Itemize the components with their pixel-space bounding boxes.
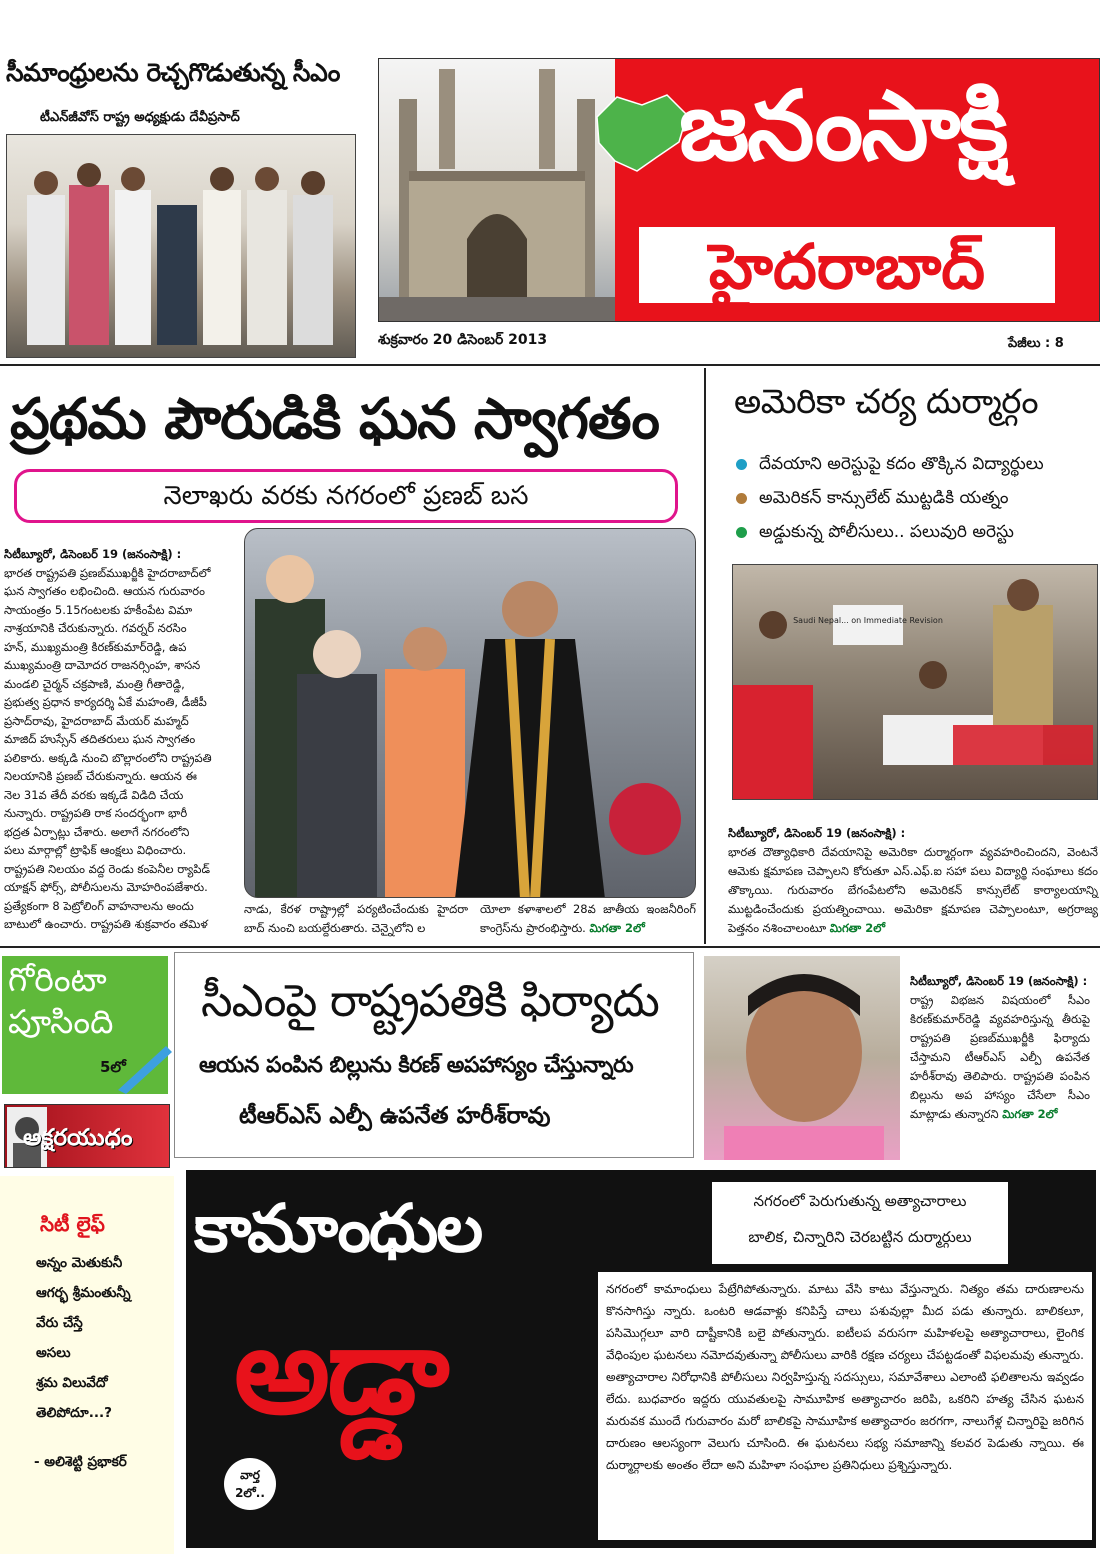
lead-body-line: భారత రాష్ట్రపతి ప్రణబ్‌ముఖర్జీకి హైదరాబాద్‌లో (4, 565, 211, 580)
lead-body (4, 564, 236, 934)
bullet-dot-icon (736, 527, 747, 538)
portrait-figure (704, 956, 900, 1160)
bottom-body-box (598, 1272, 1092, 1540)
complaint-headline-box (174, 952, 694, 1158)
bottom-headline-2: అడ్డా (234, 1302, 447, 1441)
america-bullets (736, 454, 1096, 556)
brand-name: జనంసాక్షి (679, 70, 1007, 182)
divider (0, 946, 1100, 948)
bullet-dot-icon (736, 493, 747, 504)
top-left-headline: సీమాంధ్రులను రెచ్చగొడుతున్న సీఎం (6, 58, 340, 87)
edition-name: హైదరాబాద్‌ (708, 230, 986, 303)
photo-placard: Saudi Nepal... on Immediate Revision (793, 616, 943, 625)
bullet-item (736, 522, 1096, 556)
lead-subhead: నెలాఖరు వరకు నగరంలో ప్రణబ్‌ బస (163, 481, 529, 511)
protest-photo (732, 564, 1098, 800)
poem-line: శ్రమ విలువేదో (36, 1375, 108, 1391)
charminar-icon (379, 59, 615, 321)
america-dateline: సిటీబ్యూరో, డిసెంబర్‌ 19 (జనంసాక్షి) : (728, 826, 906, 840)
aksharayudham-title: అక్షరయుధం (23, 1125, 133, 1151)
bottom-ref-line1: వార్త (240, 1468, 260, 1482)
america-jump-link[interactable]: మిగతా 2లో (829, 921, 886, 935)
masthead (378, 58, 1100, 360)
masthead-banner (378, 58, 1100, 322)
bullet-text: దేవయాని అరెస్టుపై కదం తొక్కిన విద్యార్థులు (759, 454, 1044, 474)
divider (0, 364, 1100, 366)
lead-body-line: నిలయానికి ప్రణబ్‌ చేరుకున్నారు. ఆయన ఈ (4, 769, 197, 783)
page-count: పేజీలు : 8 (1008, 336, 1064, 351)
america-headline: అమెరికా చర్య దుర్మార్గం (734, 382, 1039, 422)
lead-body-line: ప్రభుత్వ ప్రధాన కార్యదర్శి ఏకే మహంతి, డీజీపీ (4, 695, 207, 709)
lead-dateline: సిటీబ్యూరో, డిసెంబర్‌ 19 (జనంసాక్షి) : (4, 547, 182, 561)
lead-body-line: ఘన స్వాగతం లభించింది. ఆయన గురువారం (4, 584, 205, 598)
press-meet-figures (7, 135, 356, 358)
lead-body-continued: నాడు, కేరళ రాష్ట్రాల్లో పర్యటించేందుకు హైదరా బాద్‌ నుంచి బయల్దేరుతారు. చెన్నైలోని ల (244, 902, 468, 935)
gorinta-title-2: పూసింది (8, 1002, 114, 1041)
poem-line: వేరు చేస్తే (36, 1315, 83, 1331)
aksharayudham-logo (4, 1104, 170, 1168)
lead-body-line: పలికారు. అక్కడి నుంచి బొల్లారంలోని రాష్ట్రపతి (4, 750, 212, 765)
bottom-ref-badge[interactable] (224, 1458, 276, 1510)
bullet-text: అమెరికన్‌ కాన్సులేట్‌ ముట్టడికి యత్నం (759, 488, 1009, 508)
lead-body-line: ప్రసాద్‌రావు, హైదరాబాద్‌ మేయర్‌ మహ్మద్‌ (4, 713, 189, 728)
bottom-deck-2: బాలిక, చిన్నారిని చెరబట్టిన దుర్మార్గులు (748, 1228, 972, 1246)
charminar-photo (379, 59, 615, 321)
bottom-story (186, 1170, 1096, 1548)
harish-rao-photo (704, 956, 900, 1160)
city-life-poem (36, 1248, 172, 1428)
complaint-headline: సీఎంపై రాష్ట్రపతికి ఫిర్యాదు (201, 974, 659, 1027)
lead-story (0, 368, 706, 944)
press-meet-photo (6, 134, 356, 358)
poem-line: తెలిపోదూ...? (36, 1405, 112, 1421)
bullet-dot-icon (736, 459, 747, 470)
bullet-item (736, 454, 1096, 488)
complaint-body-column (910, 972, 1090, 1124)
city-life-title: సిటీ లైఫ్‌ (40, 1212, 105, 1236)
top-left-story (0, 52, 368, 362)
masthead-date: శుక్రవారం 20 డిసెంబర్‌ 2013 (378, 332, 548, 348)
lead-body-line: మండలి చైర్మన్‌ చక్రపాణి, మంత్రి గీతారెడ్డి, (4, 676, 185, 691)
complaint-subhead-2: టీఆర్‌ఎస్‌ ఎల్పీ ఉపనేత హరీశ్‌రావు (239, 1103, 551, 1129)
city-life-author: - అలిశెట్టి ప్రభాకర్‌ (34, 1454, 127, 1470)
lead-body-continued-right (480, 900, 696, 937)
lead-jump-link[interactable]: మిగతా 2లో (589, 920, 645, 935)
lead-body-line: యాక్షన్‌ ఫోర్స్‌, పోలీసులను మోహరింపజేశారు. (4, 880, 208, 894)
bullet-text: అడ్డుకున్న పోలీసులు.. పలువురి అరెస్టు (759, 522, 1014, 542)
lead-body-line: నున్నారు. రాష్ట్రపతి రాక సందర్భంగా భారీ (4, 806, 188, 820)
protest-figures (733, 565, 1098, 800)
president-figures (245, 529, 696, 898)
lead-body-line: రాష్ట్రపతి నిలయం వద్ద రెండు కంపెనీల ర్యాపిడ్‌ (4, 861, 210, 876)
lead-body-line: పలు మార్గాల్లో ట్రాఫిక్‌ ఆంక్షలు విధించారు. (4, 843, 187, 857)
edition-box (637, 225, 1057, 305)
bottom-deck-box (712, 1182, 1008, 1264)
bottom-ref-line2: 2లో.. (235, 1486, 265, 1500)
lead-body-continued-text: యోలా కళాశాలలో 28వ జాతీయ ఇంజనీరింగ్‌ కాంగ్రెస్‌ను ప్రారంభిస్తారు. (480, 902, 696, 935)
lead-body-line: నాశ్రయానికి చేరుకున్నారు. గవర్నర్‌ నరసిం (4, 621, 187, 635)
bottom-body: నగరంలో కామాంధులు పేట్రేగిపోతున్నారు. మాటు వేసి కాటు వేస్తున్నారు. నిత్యం తమ దారుణాలను కొనసాగిస్తు న్నారు. ఒంటరి ఆడవాళ్లు కనిపిస్తే చాలు పశువుల్లా మీద పడు తున్నారు. బాలికలూ, పసిమొగ్గలూ వారి దాష్టీకానికి బలై పోతున్నారు. ఐటీలప వరుసగా మహిళలపై అత్యాచారాలు, లైంగిక వేధింపుల ఘటనలు నమోదవుతున్నా పోలీసులు వారికి రక్షణ చర్యలు చేపట్టడంతో విఫలమవు తున్నారు. అత్యాచారాల నిరోధానికి పోలీసులు నిర్వహిస్తున్న సదస్సులు, సమావేశాలు ఎలాంటి ఫలితాలను ఇవ్వడం లేదు. బుధవారం ఇద్దరు యువతులపై సామూహిక అత్యాచారం జరిపి, ఒకరిని హత్య చేసిన ఘటన మరువక ముందే గురువారం మరో బాలికపై సామూహిక అత్యాచారం జరగగా, నాలుగేళ్ల చిన్నారిపై జరిగిన దారుణం ఆలస్యంగా వెలుగు చూసింది. ఈ ఘటనలు సభ్య సమాజాన్ని కలవర పెడుతు న్నాయి. ఈ దుర్మార్గాలకు అంతం లేదా అని మహిళా సంఘాల ప్రతినిధులు ప్రశ్నిస్తున్నారు. (606, 1282, 1084, 1472)
complaint-jump-link[interactable]: మిగతా 2లో (1002, 1107, 1058, 1121)
america-body: భారత దౌత్యాధికారి దేవయానిపై అమెరికా దుర్మార్గంగా వ్యవహరించిందని, వెంటనే ఆమెకు క్షమాపణ చెప్పాలని కోరుతూ ఎస్‌.ఎఫ్‌.ఐ సహా పలు విద్యార్థి సంఘాలు కదం తొక్కాయి. గురువారం బేగంపేటలోని అమెరికన్‌ కాన్సులేట్‌ కార్యాలయాన్ని ముట్టడించేందుకు ప్రయత్నించాయి. అమెరికా క్షమాపణ చెప్పాలంటూ, అగ్రరాజ్య పెత్తనం నశించాలంటూ (728, 845, 1098, 935)
president-welcome-photo (244, 528, 696, 898)
bottom-headline-1: కామాంధుల (194, 1190, 482, 1267)
gorinta-title-1: గోరింటా (8, 960, 107, 999)
lead-body-line: హన్‌, ముఖ్యమంత్రి కిరణ్‌కుమార్‌రెడ్డి, ఉప (4, 639, 187, 654)
bullet-item (736, 488, 1096, 522)
bottom-deck-1: నగరంలో పెరుగుతున్న అత్యాచారాలు (753, 1192, 967, 1210)
henna-hand-icon (114, 1042, 174, 1094)
america-body-column (728, 824, 1098, 938)
lead-body-line: సాయంత్రం 5.15గంటలకు హకీంపేట విమా (4, 602, 193, 617)
poem-line: ఆగర్భ శ్రీమంతున్నీ (36, 1285, 131, 1301)
lead-headline: ప్రథమ పౌరుడికి ఘన స్వాగతం (10, 387, 659, 452)
gorinta-ref[interactable]: 5లో (100, 1058, 126, 1076)
city-life (0, 1176, 174, 1554)
lead-body-line: నెల 31వ తేదీ వరకు ఇక్కడే విడిది చేయ (4, 787, 184, 802)
gorinta-box (2, 956, 168, 1094)
top-left-subhead: టీఎన్‌జీవోస్‌ రాష్ట్ర అధ్యక్షుడు దేవీప్రసాద్‌ (40, 110, 240, 125)
lead-body-line: బాటులో ఉంచారు. రాష్ట్రపతి శుక్రవారం తమిళ (4, 917, 208, 931)
complaint-subhead-1: ఆయన పంపిన బిల్లును కిరణ్‌ అపహాస్యం చేస్తున్నారు (199, 1053, 634, 1078)
lead-body-line: ప్రత్యేకంగా 8 పెట్రోలింగ్‌ వాహనాలను అందు (4, 898, 194, 913)
lead-body-column (4, 545, 236, 934)
complaint-story (174, 952, 1100, 1166)
poem-line: అన్నం మెతుకునీ (36, 1255, 123, 1271)
lead-body-line: మాజిద్‌ హుస్సేన్‌ తదితరులు ఘన స్వాగతం (4, 732, 196, 746)
complaint-dateline: సిటీబ్యూరో, డిసెంబర్‌ 19 (జనంసాక్షి) : (910, 974, 1088, 988)
lead-subhead-box (14, 469, 678, 523)
america-story (718, 368, 1100, 944)
complaint-body: రాష్ట్ర విభజన విషయంలో సీఎం కిరణ్‌కుమార్‌రెడ్డి వ్యవహరిస్తున్న తీరుపై రాష్ట్రపతి ప్రణబ్‌ముఖర్జీకి ఫిర్యాదు చేస్తామని టీఆర్‌ఎస్‌ ఎల్పీ ఉపనేత హరీశ్‌రావు తెలిపారు. రాష్ట్రపతి పంపిన బిల్లును అప హాస్యం చేసేలా సీఎం మాట్లాడు తున్నారని (910, 993, 1090, 1121)
lead-body-line: భద్రత ఏర్పాట్లు చేశారు. అలాగే నగరంలోని (4, 824, 190, 839)
poem-line: అసలు (36, 1345, 71, 1361)
lead-body-line: ముఖ్యమంత్రి దామోదర రాజనర్సింహ, శాసన (4, 658, 201, 672)
